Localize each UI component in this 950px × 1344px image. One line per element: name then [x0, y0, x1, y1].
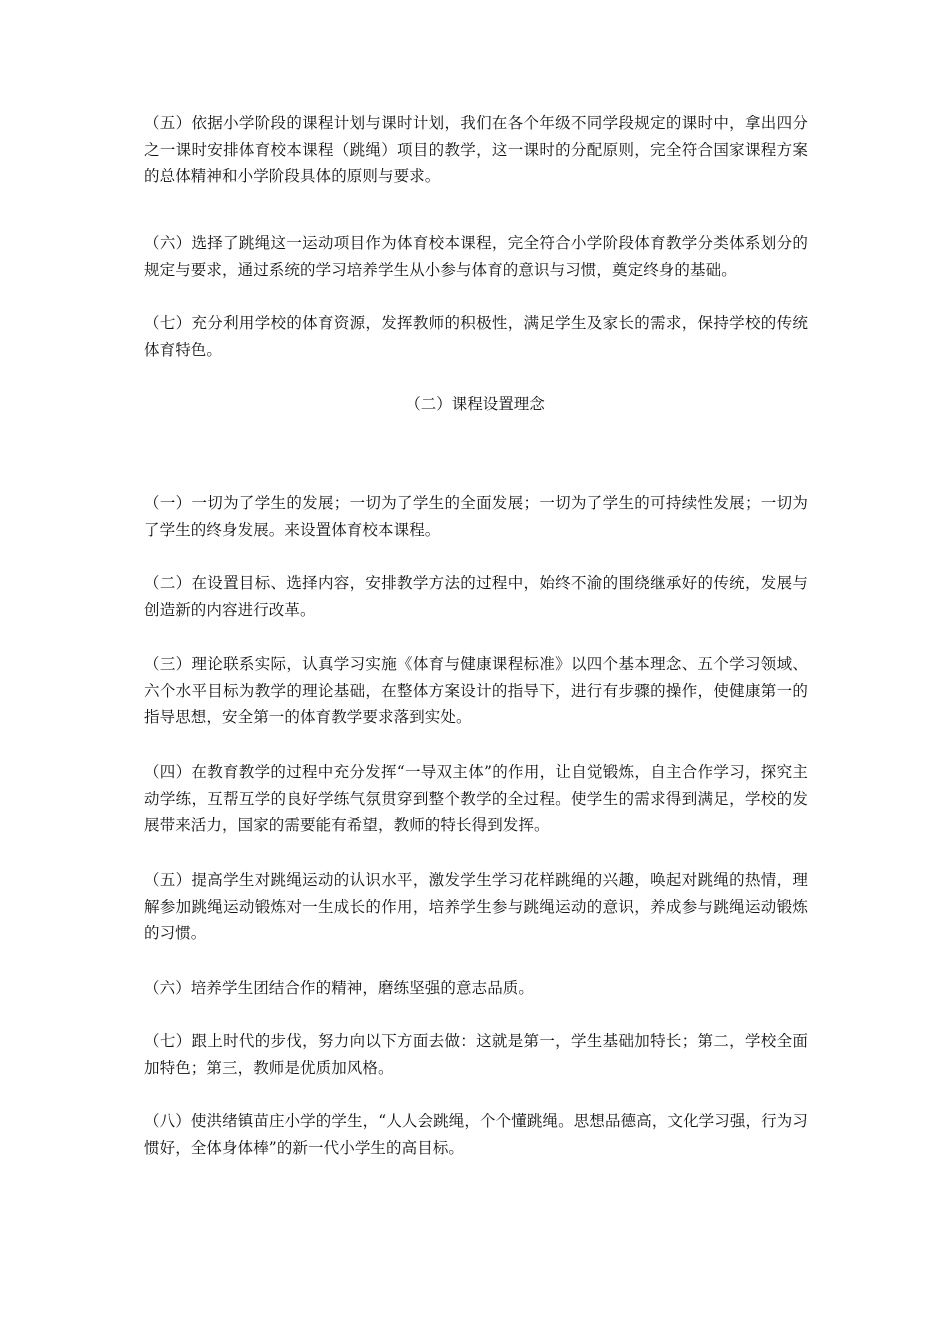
philosophy-item-1: （一）一切为了学生的发展；一切为了学生的全面发展；一切为了学生的可持续性发展；一切为了学生的终身发展。来设置体育校本课程。 — [144, 494, 808, 539]
philosophy-item-6: （六）培养学生团结合作的精神，磨练坚强的意志品质。 — [144, 979, 535, 997]
paragraph-five-course-hours: （五）依据小学阶段的课程计划与课时计划，我们在各个年级不同学段规定的课时中，拿出四分之一课时安排体育校本课程（跳绳）项目的教学，这一课时的分配原则，完全符合国家课程方案的总体精神和小学阶段具体的原则与要求。 — [144, 114, 808, 185]
paragraph-seven-sports-resources: （七）充分利用学校的体育资源，发挥教师的积极性，满足学生及家长的需求，保持学校的传统体育特色。 — [144, 314, 808, 359]
philosophy-item-2: （二）在设置目标、选择内容，安排教学方法的过程中，始终不渝的围绕继承好的传统，发展与创造新的内容进行改革。 — [144, 574, 808, 619]
philosophy-item-7: （七）跟上时代的步伐，努力向以下方面去做：这就是第一，学生基础加特长；第二，学校全面加特色；第三，教师是优质加风格。 — [144, 1032, 808, 1077]
philosophy-item-8: （八）使洪绪镇苗庄小学的学生，“人人会跳绳，个个懂跳绳。思想品德高，文化学习强，行为习惯好，全体身体棒”的新一代小学生的高目标。 — [144, 1112, 808, 1157]
section-heading-course-philosophy: （二）课程设置理念 — [405, 395, 545, 413]
philosophy-item-4: （四）在教育教学的过程中充分发挥“一导双主体”的作用，让自觉锻炼，自主合作学习，探究主动学练，互帮互学的良好学练气氛贯穿到整个教学的全过程。使学生的需求得到满足，学校的发展带来活力，国家的需要能有希望，教师的特长得到发挥。 — [144, 763, 808, 834]
philosophy-item-5: （五）提高学生对跳绳运动的认识水平，激发学生学习花样跳绳的兴趣，唤起对跳绳的热情，理解参加跳绳运动锻炼对一生成长的作用，培养学生参与跳绳运动的意识，养成参与跳绳运动锻炼的习惯。 — [144, 871, 808, 942]
paragraph-six-rope-skipping-choice: （六）选择了跳绳这一运动项目作为体育校本课程，完全符合小学阶段体育教学分类体系划分的规定与要求，通过系统的学习培养学生从小参与体育的意识与习惯，奠定终身的基础。 — [144, 234, 808, 279]
philosophy-item-3: （三）理论联系实际，认真学习实施《体育与健康课程标准》以四个基本理念、五个学习领域、六个水平目标为教学的理论基础，在整体方案设计的指导下，进行有步骤的操作，使健康第一的指导思想，安全第一的体育教学要求落到实处。 — [144, 655, 808, 726]
